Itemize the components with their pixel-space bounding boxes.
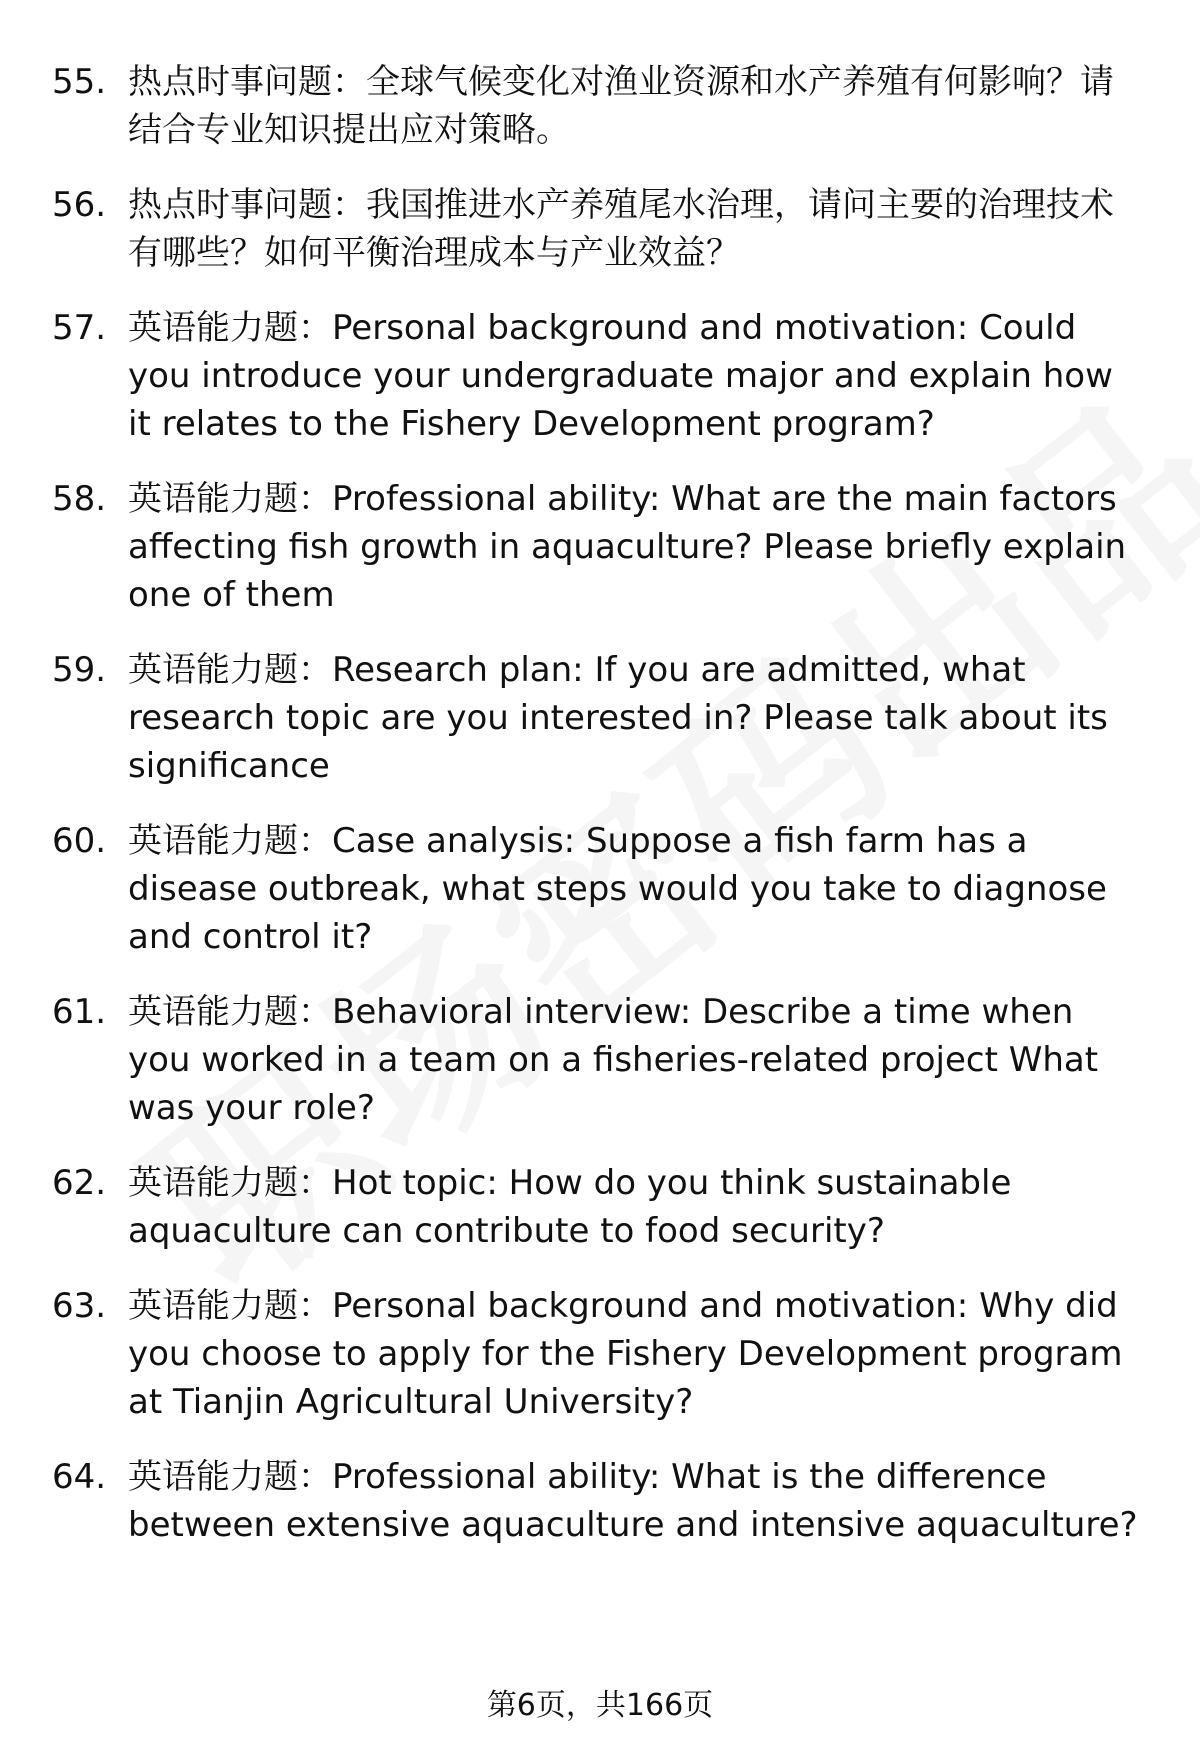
question-category: 热点时事问题： (128, 62, 366, 102)
question-text (128, 1159, 1138, 1255)
question-item-62 (52, 1159, 1152, 1255)
question-item-59 (52, 646, 1152, 790)
question-item-57 (52, 304, 1152, 448)
page-number: 第6页，共166页 (486, 1688, 714, 1723)
question-content: Professional ability: What is the difference between extensive aquaculture and intensive aquaculture? (128, 1457, 1138, 1545)
question-content: 全球气候变化对渔业资源和水产养殖有何影响？请结合专业知识提出应对策略。 (128, 62, 1114, 150)
question-category: 英语能力题： (128, 821, 332, 861)
question-text (128, 181, 1138, 277)
question-text (128, 988, 1138, 1132)
question-content: Professional ability: What are the main factors affecting fish growth in aquaculture? Please briefly explain one of them (128, 479, 1127, 615)
question-text (128, 1282, 1138, 1426)
question-content: Research plan: If you are admitted, what research topic are you interested in? Please talk about its significance (128, 650, 1108, 786)
question-content: 我国推进水产养殖尾水治理，请问主要的治理技术有哪些？如何平衡治理成本与产业效益？ (128, 185, 1114, 273)
question-content: Hot topic: How do you think sustainable aquaculture can contribute to food security? (128, 1163, 1012, 1251)
question-category: 英语能力题： (128, 1457, 332, 1497)
question-number: 57. (52, 308, 107, 348)
question-item-55 (52, 58, 1152, 154)
question-list (52, 58, 1152, 1576)
question-content: Personal background and motivation: Could you introduce your undergraduate major and explain how it relates to the Fishery Development program? (128, 308, 1113, 444)
question-number: 62. (52, 1163, 107, 1203)
question-category: 英语能力题： (128, 650, 332, 690)
question-text (128, 1453, 1138, 1549)
question-text (128, 646, 1138, 790)
question-text (128, 304, 1138, 448)
question-text (128, 475, 1138, 619)
question-item-63 (52, 1282, 1152, 1426)
question-category: 英语能力题： (128, 1163, 332, 1203)
question-category: 英语能力题： (128, 1286, 332, 1326)
question-text (128, 817, 1138, 961)
question-number: 56. (52, 185, 107, 225)
question-item-56 (52, 181, 1152, 277)
question-number: 59. (52, 650, 107, 690)
question-item-61 (52, 988, 1152, 1132)
question-item-58 (52, 475, 1152, 619)
question-content: Personal background and motivation: Why did you choose to apply for the Fishery Development program at Tianjin Agricultural University? (128, 1286, 1123, 1422)
question-number: 55. (52, 62, 107, 102)
question-content: Behavioral interview: Describe a time when you worked in a team on a fisheries-related project What was your role? (128, 992, 1099, 1128)
question-text (128, 58, 1138, 154)
question-content: Case analysis: Suppose a fish farm has a disease outbreak, what steps would you take to diagnose and control it? (128, 821, 1107, 957)
question-category: 英语能力题： (128, 479, 332, 519)
question-category: 英语能力题： (128, 308, 332, 348)
question-category: 热点时事问题： (128, 185, 366, 225)
question-number: 58. (52, 479, 107, 519)
question-category: 英语能力题： (128, 992, 332, 1032)
question-number: 60. (52, 821, 107, 861)
question-number: 63. (52, 1286, 107, 1326)
question-item-64 (52, 1453, 1152, 1549)
question-number: 64. (52, 1457, 107, 1497)
question-item-60 (52, 817, 1152, 961)
question-number: 61. (52, 992, 107, 1032)
